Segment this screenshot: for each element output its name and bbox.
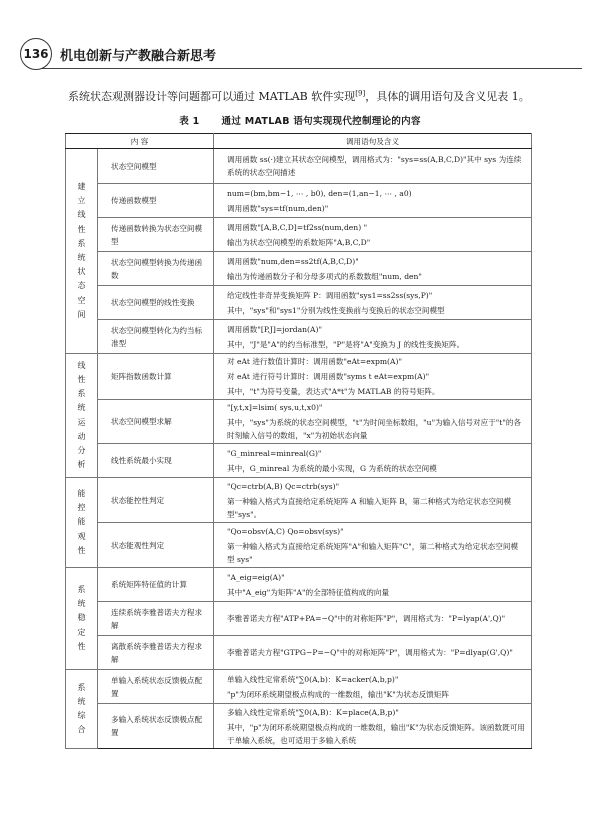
description-cell — [214, 444, 532, 478]
item-cell: 传递函数转换为状态空间模型 — [98, 218, 214, 252]
item-cell: 状态空间模型 — [98, 149, 214, 184]
description-line: 对 eAt 进行符号计算时：调用函数"syms t eAt=expm(A)" — [227, 372, 430, 381]
description-cell — [214, 252, 532, 286]
table-row — [66, 568, 532, 602]
table-row — [66, 602, 532, 636]
table-row — [66, 218, 532, 252]
category-cell — [66, 354, 98, 478]
table-row — [66, 704, 532, 749]
item-cell: 系统矩阵特征值的计算 — [98, 568, 214, 602]
table-row — [66, 478, 532, 523]
description-cell — [214, 602, 532, 636]
table-row — [66, 184, 532, 218]
description-line: "A_eig=eig(A)" — [227, 572, 285, 582]
description-line: 其中，"sys"和"sys1"分别为线性变换前与变换后的状态空间模型 — [227, 305, 445, 315]
table-row — [66, 320, 532, 354]
description-cell — [214, 478, 532, 523]
item-cell: 多输入系统状态反馈极点配置 — [98, 704, 214, 749]
description-cell — [214, 286, 532, 320]
table-title: 通过 MATLAB 语句实现现代控制理论的内容 — [221, 116, 421, 127]
description-line: 其中"A_eig"为矩阵"A"的全部特征值构成的向量 — [227, 587, 390, 597]
description-line: "Qo=obsv(A,C) Qo=obsv(sys)" — [227, 526, 344, 536]
table-header-row — [66, 134, 532, 149]
description-cell — [214, 184, 532, 218]
description-cell — [214, 636, 532, 670]
table-row — [66, 636, 532, 670]
description-line: 多输入线性定常系统"∑0(A,B)：K=place(A,B,p)" — [227, 707, 399, 717]
page-header — [0, 38, 600, 82]
description-line: 调用函数"[A,B,C,D]=tf2ss(num,den) " — [227, 222, 368, 232]
item-cell: 离散系统李雅普诺夫方程求解 — [98, 636, 214, 670]
header-rule — [36, 68, 582, 69]
description-line: 第一种输入格式为直接给定系统矩阵 A 和输入矩阵 B，第二种格式为给定状态空间模型"sys"。 — [227, 496, 512, 519]
description-line: "Qc=ctrb(A,B) Qc=ctrb(sys)" — [227, 481, 340, 491]
description-cell — [214, 320, 532, 354]
category-label: 系统综合 — [77, 682, 86, 735]
description-cell — [214, 149, 532, 184]
table-row — [66, 444, 532, 478]
description-line: 其中，"t"为符号变量，表达式"A*t"为 MATLAB 的符号矩阵。 — [227, 387, 440, 396]
description-line: num=(bm,bm−1, ⋯ , b0), den=(1,an−1, ⋯ , a0) — [227, 188, 412, 198]
column-header-content: 内 容 — [66, 134, 214, 149]
citation-ref: [9] — [355, 89, 366, 98]
description-line: 调用函数"num,den=ss2tf(A,B,C,D)" — [227, 256, 359, 266]
table-row — [66, 286, 532, 320]
description-cell — [214, 670, 532, 704]
description-line: 第一种输入格式为直接给定系统矩阵"A"和输入矩阵"C"，第二种格式为给定状态空间模型 sys" — [227, 541, 519, 564]
description-line: 其中，G_minreal 为系统的最小实现，G 为系统的状态空间模 — [227, 463, 437, 473]
category-cell — [66, 478, 98, 568]
table-row — [66, 400, 532, 444]
intro-text-end: ，具体的调用语句及含义见表 1。 — [365, 90, 530, 103]
content-table — [65, 133, 532, 749]
description-line: 其中，"J"是"A"的约当标准型，"P"是将"A"变换为 J 的线性变换矩阵。 — [227, 339, 465, 349]
description-line: "[y,t,x]=lsim( sys,u,t,x0)" — [227, 403, 323, 412]
description-cell — [214, 354, 532, 400]
description-line: 调用函数 ss(·)建立其状态空间模型，调用格式为："sys=ss(A,B,C,D)"其中 sys 为连续系统的状态空间描述 — [227, 155, 522, 177]
book-title: 机电创新与产教融合新思考 — [60, 49, 217, 64]
description-line: 其中，"p"为闭环系统期望极点构成的一维数组，输出"K"为状态反馈矩阵。该函数既可用于单输入系统，也可适用于多输入系统 — [227, 722, 525, 745]
description-line: 单输入线性定常系统"∑0(A,b)：K=acker(A,b,p)" — [227, 674, 399, 684]
item-cell: 传递函数模型 — [98, 184, 214, 218]
category-label: 系统稳定性 — [77, 584, 86, 651]
description-line: 输出为传递函数分子和分母多项式的系数数组"num, den" — [227, 271, 422, 281]
description-line: 李雅普诺夫方程"GTPG−P=−Q"中的对称矩阵"P"，调用格式为："P=dlyap(G',Q)" — [227, 648, 513, 657]
item-cell: 状态空间模型求解 — [98, 400, 214, 444]
table-row — [66, 354, 532, 400]
description-line: 调用函数"[P,J]=jordan(A)" — [227, 324, 322, 334]
category-label: 建立线性系统状态空间 — [77, 181, 86, 319]
category-cell — [66, 149, 98, 354]
description-cell — [214, 704, 532, 749]
description-line: 对 eAt 进行数值计算时：调用函数"eAt=expm(A)" — [227, 357, 402, 366]
description-cell — [214, 568, 532, 602]
item-cell: 矩阵指数函数计算 — [98, 354, 214, 400]
item-cell: 状态能观性判定 — [98, 523, 214, 568]
description-cell — [214, 400, 532, 444]
category-label: 能控能观性 — [77, 488, 86, 555]
description-cell — [214, 218, 532, 252]
item-cell: 线性系统最小实现 — [98, 444, 214, 478]
table-row — [66, 252, 532, 286]
category-cell — [66, 568, 98, 670]
description-line: 给定线性非奇异变换矩阵 P：调用函数"sys1=ss2ss(sys,P)" — [227, 290, 433, 300]
category-label: 线性系统运动分析 — [77, 360, 86, 470]
item-cell: 连续系统李雅普诺夫方程求解 — [98, 602, 214, 636]
description-line: 输出为状态空间模型的系数矩阵"A,B,C,D" — [227, 237, 371, 247]
table-row — [66, 670, 532, 704]
description-line: 李雅普诺夫方程"ATP+PA=−Q"中的对称矩阵"P"，调用格式为："P=lyap(A',Q)" — [227, 614, 506, 623]
item-cell: 状态空间模型的线性变换 — [98, 286, 214, 320]
table-row — [66, 149, 532, 184]
item-cell: 状态空间模型转换为传递函数 — [98, 252, 214, 286]
column-header-statement: 调用语句及含义 — [214, 134, 532, 149]
table-number: 表 1 — [179, 116, 200, 127]
table-row — [66, 523, 532, 568]
category-cell — [66, 670, 98, 749]
item-cell: 状态能控性判定 — [98, 478, 214, 523]
intro-paragraph — [68, 88, 530, 104]
intro-text: 系统状态观测器设计等问题都可以通过 MATLAB 软件实现 — [68, 90, 356, 103]
page-number: 136 — [20, 38, 52, 70]
item-cell: 单输入系统状态反馈极点配置 — [98, 670, 214, 704]
description-line: 其中，"sys"为系统的状态空间模型，"t"为时间坐标数组，"u"为输入信号对应于"t"的各时刻输入信号的数组，"x"为初始状态向量 — [227, 418, 522, 440]
description-line: "G_minreal=minreal(G)" — [227, 448, 322, 458]
description-line: "p"为闭环系统期望极点构成的一维数组，输出"K"为状态反馈矩阵 — [227, 689, 449, 699]
description-cell — [214, 523, 532, 568]
description-line: 调用函数"sys=tf(num,den)" — [227, 203, 329, 213]
table-caption — [0, 113, 600, 127]
item-cell: 状态空间模型转化为约当标准型 — [98, 320, 214, 354]
